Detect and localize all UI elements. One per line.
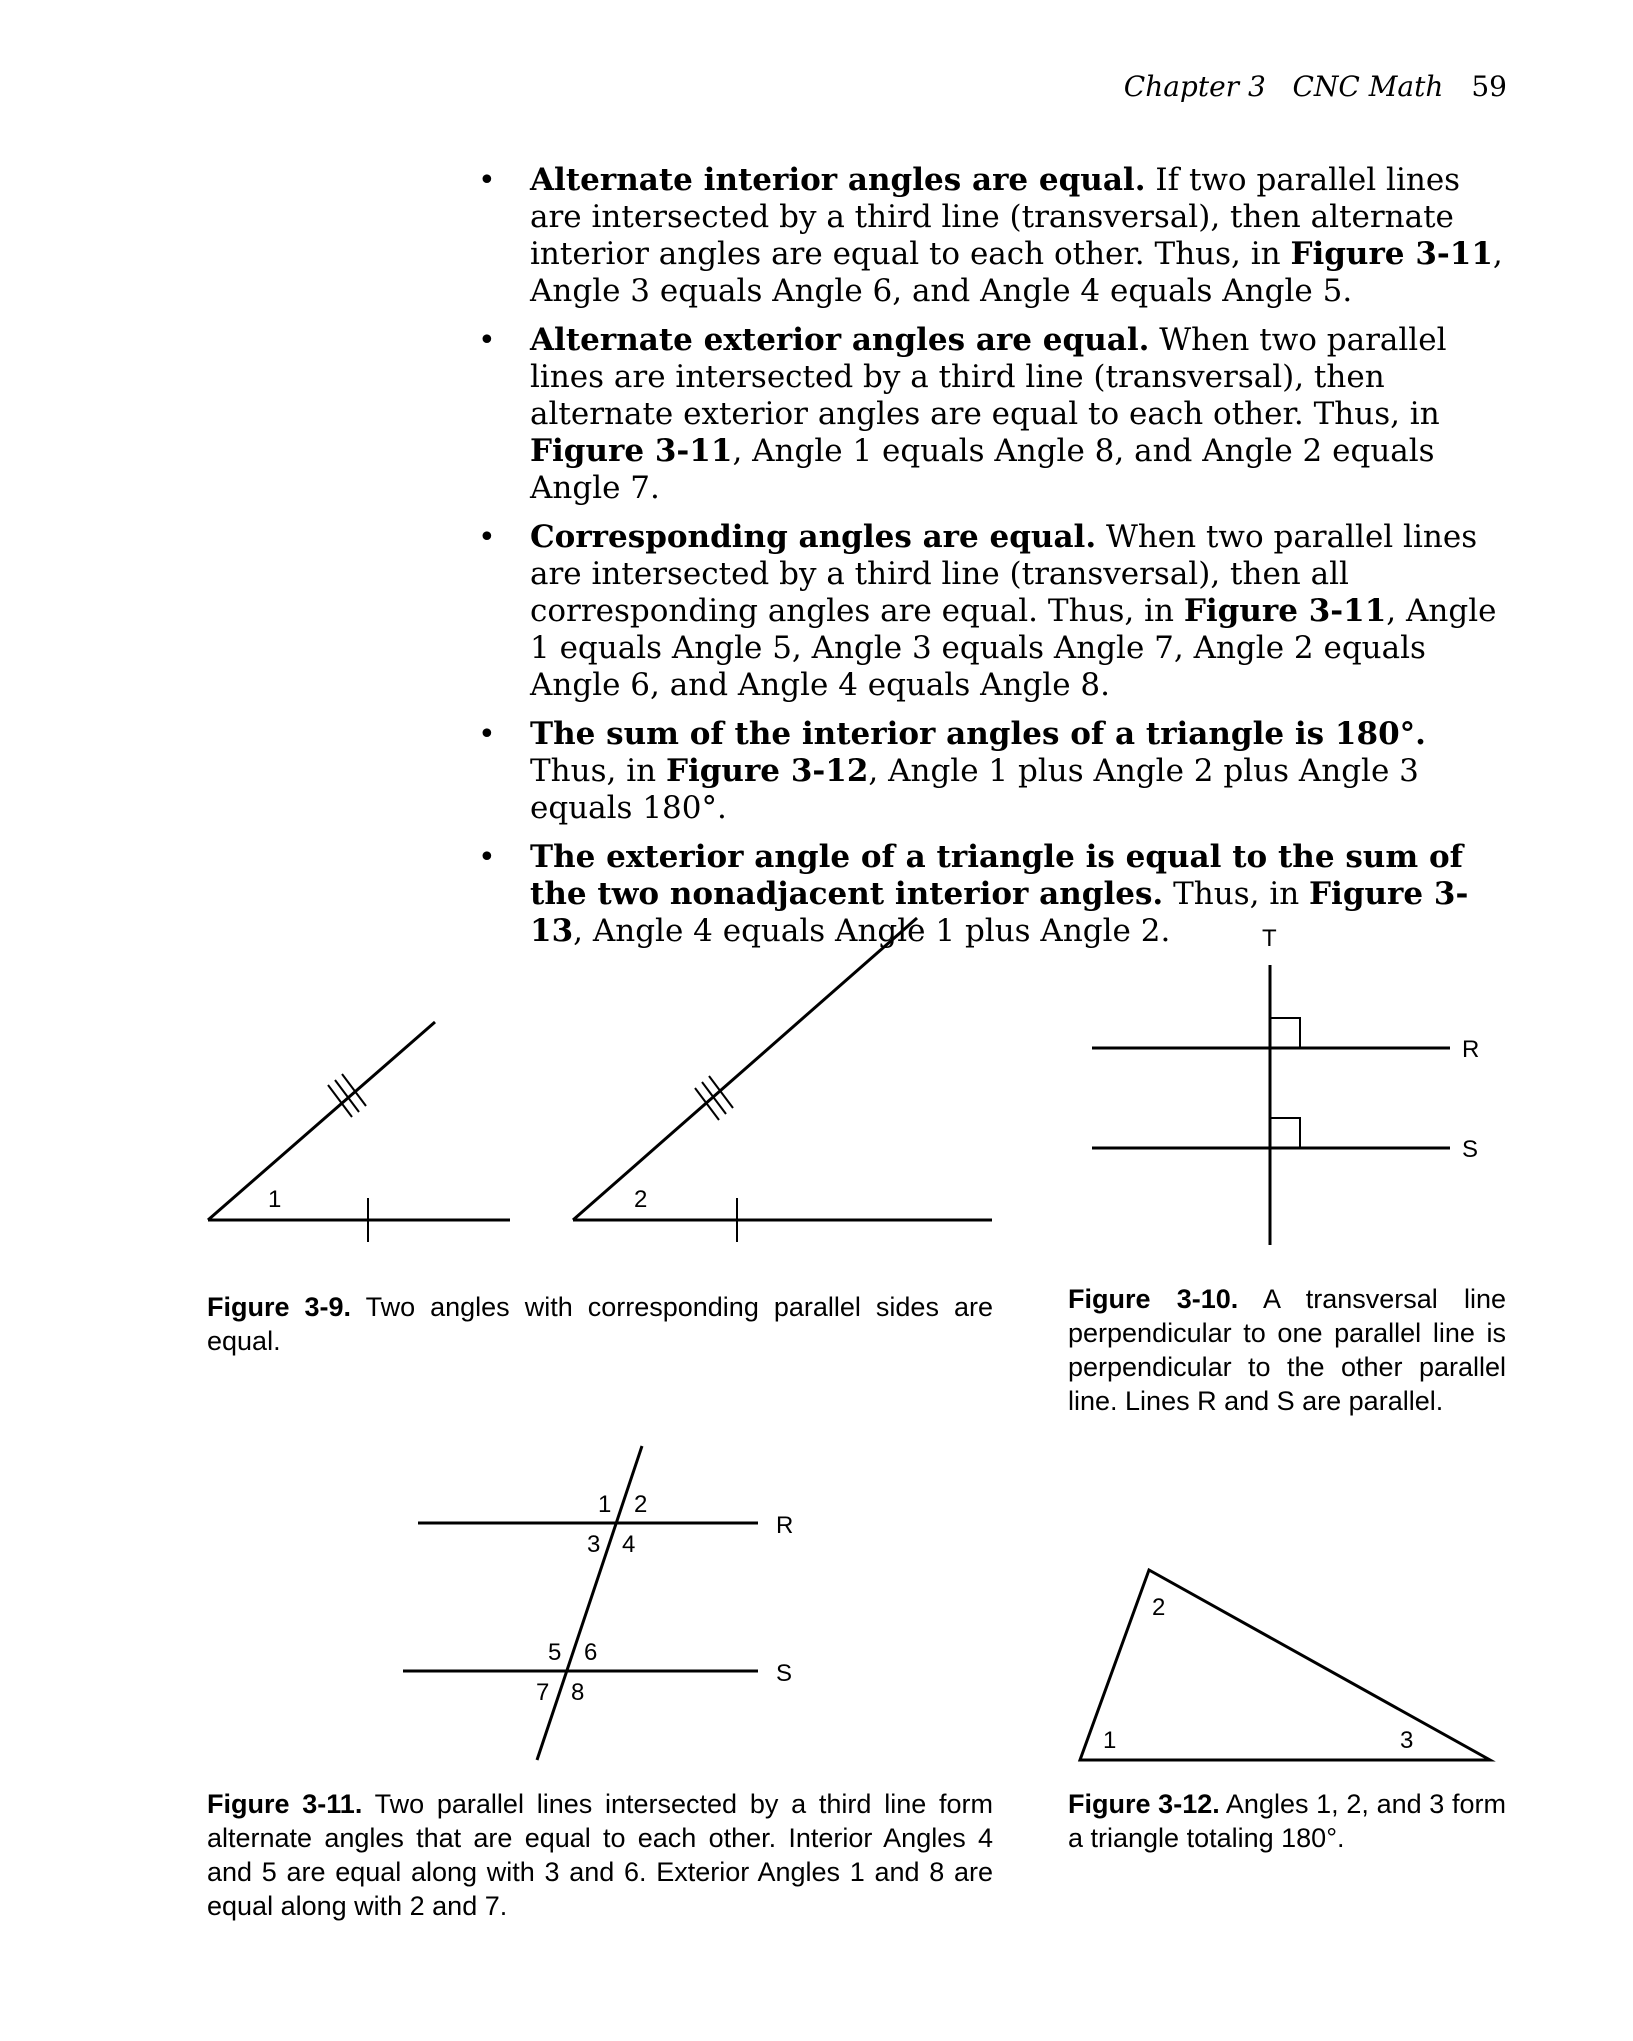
figure-3-12-caption (1068, 1787, 1506, 1855)
bullet-lead: Alternate interior angles are equal. (530, 162, 1146, 198)
bullet-text: , Angle 4 equals Angle 1 plus Angle 2. (573, 913, 1171, 949)
bullet-text: , Angle 1 plus Angle 2 plus Angle 3 equals 180°. (530, 753, 1419, 826)
line-label-s: S (1462, 1136, 1479, 1163)
bullet-lead: The exterior angle of a triangle is equal to the sum of the two nonadjacent interior angles. (530, 839, 1463, 912)
fig-3-11-angle-label-6: 6 (584, 1639, 598, 1666)
fig-3-9-angle-label-2: 2 (634, 1186, 648, 1213)
line-label-t: T (1262, 925, 1277, 952)
figure-3-11-caption (207, 1787, 993, 1923)
line-label-s: S (776, 1660, 793, 1687)
line-label-r: R (1462, 1036, 1480, 1063)
figure-reference: Figure 3-11 (1290, 236, 1493, 272)
bullet-lead: Alternate exterior angles are equal. (530, 322, 1150, 358)
bullet-lead: Corresponding angles are equal. (530, 519, 1097, 555)
bullet-text: , Angle 1 equals Angle 5, Angle 3 equals Angle 7, Angle 2 equals Angle 6, and Angle 4 equals Angle 8. (530, 593, 1497, 703)
figure-3-10-caption-text: A transversal line perpendicular to one parallel line is perpendicular to the other parallel line. Lines R and S are parallel. (1068, 1284, 1506, 1416)
fig-3-11-angle-label-5: 5 (548, 1639, 562, 1666)
fig-3-12-angle-label-3: 3 (1400, 1727, 1414, 1754)
fig-3-11-angle-label-1: 1 (598, 1491, 612, 1518)
figure-reference: Figure 3-13 (530, 876, 1469, 949)
figure-reference: Figure 3-12 (665, 753, 869, 789)
figure-reference: Figure 3-11 (1183, 593, 1387, 629)
fig-3-9-angle-label-1: 1 (268, 1186, 282, 1213)
figure-3-12-label: Figure 3-12. (1068, 1789, 1220, 1819)
bullet-text: When two parallel lines are intersected by a third line (transversal), then all corresponding angles are equal. Thus, in (530, 519, 1478, 629)
bullet-lead: The sum of the interior angles of a triangle is 180°. (530, 716, 1426, 752)
figure-3-11-caption-text: Two parallel lines intersected by a third line form alternate angles that are equal to each other. Interior Angles 4 and 5 are equal along with 3 and 6. Exterior Angles 1 and 8 are equal along with 2 and 7. (207, 1789, 993, 1921)
bullet-text: When two parallel lines are intersected by a third line (transversal), then alternate exterior angles are equal to each other. Thus, in (530, 322, 1447, 432)
figure-3-12-caption-text: Angles 1, 2, and 3 form a triangle totaling 180°. (1068, 1789, 1506, 1853)
fig-3-12-angle-label-2: 2 (1152, 1594, 1166, 1621)
fig-3-11-angle-label-2: 2 (634, 1491, 648, 1518)
fig-3-11-angle-label-3: 3 (587, 1531, 601, 1558)
figure-reference: Figure 3-11 (530, 433, 733, 469)
fig-3-12-angle-label-1: 1 (1103, 1727, 1117, 1754)
figure-3-9-label: Figure 3-9. (207, 1292, 352, 1322)
bullet-text: , Angle 1 equals Angle 8, and Angle 2 equals Angle 7. (530, 433, 1435, 506)
bullet-text: Thus, in (1163, 876, 1310, 912)
fig-3-11-angle-label-4: 4 (622, 1531, 636, 1558)
fig-3-11-angle-label-8: 8 (571, 1679, 585, 1706)
bullet-text: Thus, in (530, 753, 666, 789)
triangle (1080, 1570, 1490, 1760)
bullet-text: , Angle 3 equals Angle 6, and Angle 4 equals Angle 5. (530, 236, 1503, 309)
figure-3-10-label: Figure 3-10. (1068, 1284, 1239, 1314)
fig-3-11-angle-label-7: 7 (536, 1679, 550, 1706)
page-number: 59 (1471, 70, 1507, 103)
line-label-r: R (776, 1512, 794, 1539)
bullet-text: If two parallel lines are intersected by a third line (transversal), then alternate interior angles are equal to each other. Thus, in (530, 162, 1461, 272)
figure-3-9-caption-text: Two angles with corresponding parallel sides are equal. (207, 1292, 993, 1356)
running-title: Chapter 3 CNC Math (1123, 70, 1444, 103)
figure-3-11-label: Figure 3-11. (207, 1789, 363, 1819)
